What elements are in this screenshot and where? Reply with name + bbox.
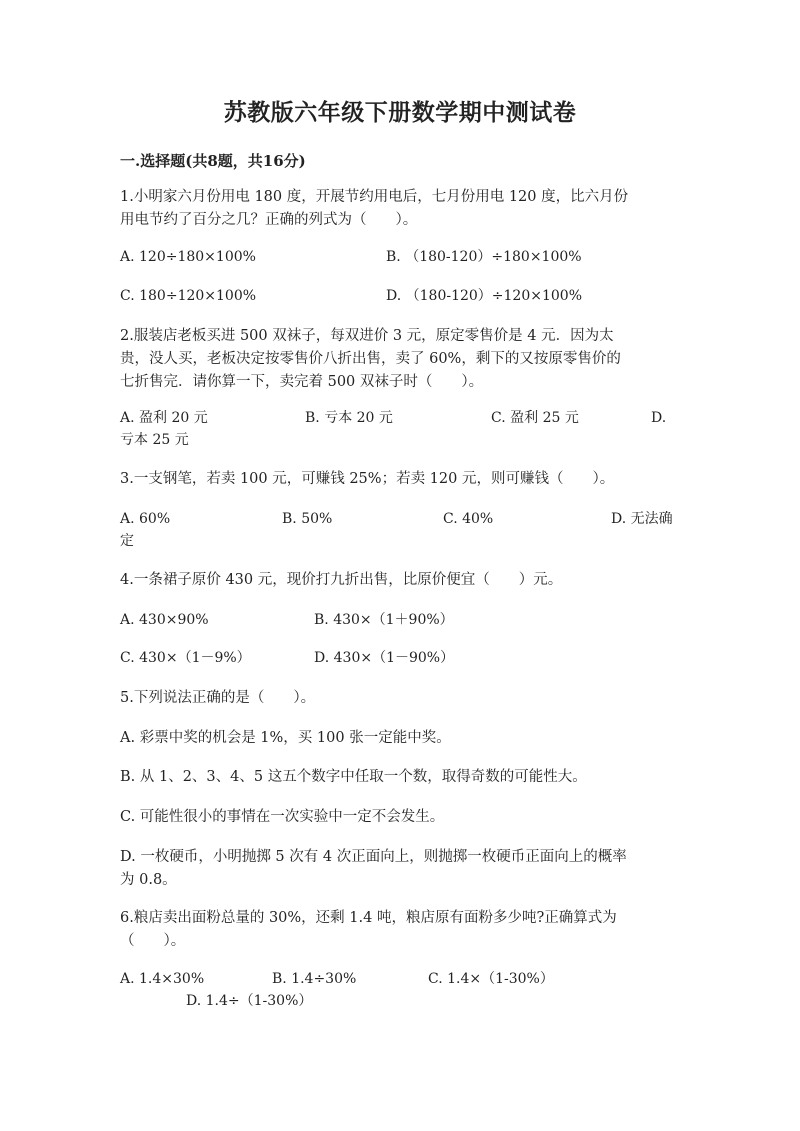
question-1-option-c: C. 180÷120×100% [120,288,257,304]
question-6-option-d: D. 1.4÷（1-30%） [186,993,313,1009]
question-2-line-2: 贵，没人买，老板决定按零售价八折出售，卖了 60%，剩下的又按原零售价的 [120,351,621,367]
question-4-option-b: B. 430×（1＋90%） [314,612,454,628]
question-1-option-d: D. （180-120）÷120×100% [386,288,583,304]
question-2-option-c: C. 盈利 25 元 [491,410,579,426]
question-5-option-c: C. 可能性很小的事情在一次实验中一定不会发生。 [120,809,445,825]
question-4-line-1: 4.一条裙子原价 430 元，现价打九折出售，比原价便宜（ ）元。 [120,572,563,588]
question-1-option-b: B. （180-120）÷180×100% [386,249,582,265]
question-2-option-d: D. [651,410,667,426]
question-6-option-b: B. 1.4÷30% [272,971,357,987]
question-3-option-c: C. 40% [443,511,494,527]
question-3-option-b: B. 50% [282,511,333,527]
page-title: 苏教版六年级下册数学期中测试卷 [223,99,577,126]
question-6-option-a: A. 1.4×30% [120,971,205,987]
question-4-option-d: D. 430×（1－90%） [314,650,455,666]
question-3-line-1: 3.一支钢笔，若卖 100 元，可赚钱 25%；若卖 120 元，则可赚钱（ ）。 [120,471,615,487]
question-5-option-d: D. 一枚硬币，小明抛掷 5 次有 4 次正面向上，则抛掷一枚硬币正面向上的概率 [120,849,627,865]
section-heading: 一.选择题(共8题，共16分) [120,152,306,170]
question-2-option-a: A. 盈利 20 元 [120,410,208,426]
question-3-option-d: D. 无法确 [611,511,673,527]
question-5-option-b: B. 从 1、2、3、4、5 这五个数字中任取一个数，取得奇数的可能性大。 [120,769,587,785]
question-1-option-a: A. 120÷180×100% [120,249,256,265]
question-5-line-1: 5.下列说法正确的是（ ）。 [120,690,316,706]
question-2-line-3: 七折售完．请你算一下，卖完着 500 双袜子时（ ）。 [120,374,484,390]
question-6-line-1: 6.粮店卖出面粉总量的 30%，还剩 1.4 吨，粮店原有面粉多少吨?正确算式为 [120,910,617,926]
question-3-option-a: A. 60% [120,511,171,527]
question-3-option-d-wrap: 定 [120,533,134,549]
question-4-option-a: A. 430×90% [120,612,209,628]
question-4-option-c: C. 430×（1－9%） [120,650,251,666]
question-2-line-1: 2.服装店老板买进 500 双袜子，每双进价 3 元，原定零售价是 4 元．因为太 [120,328,614,344]
question-1-line-2: 用电节约了百分之几？正确的列式为（ ）。 [120,212,418,228]
question-5-option-a: A. 彩票中奖的机会是 1%，买 100 张一定能中奖。 [120,730,451,746]
question-5-option-d-wrap: 为 0.8。 [120,872,177,888]
question-2-option-d-wrap: 亏本 25 元 [120,432,189,448]
question-1-line-1: 1.小明家六月份用电 180 度，开展节约用电后，七月份用电 120 度，比六月份 [120,189,629,205]
question-2-option-b: B. 亏本 20 元 [305,410,393,426]
question-6-option-c: C. 1.4×（1-30%） [428,971,554,987]
question-6-line-2: （ ）。 [120,933,186,949]
